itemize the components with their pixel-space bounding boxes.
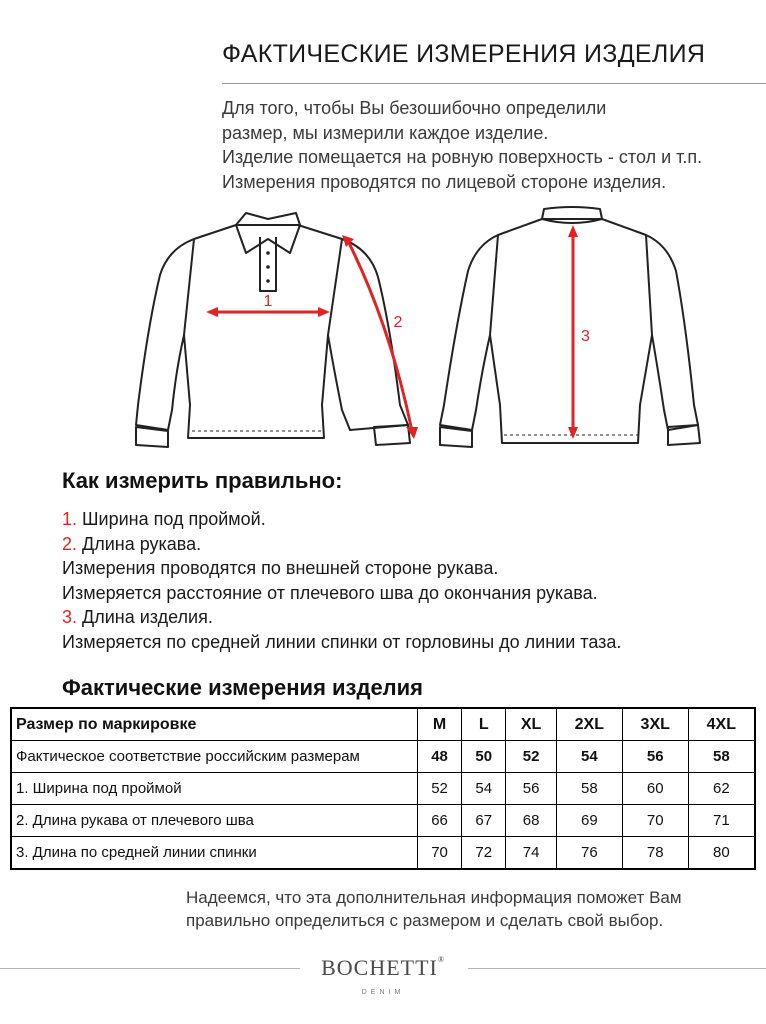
shirt-back-diagram: [432, 205, 712, 455]
shirt-back-body: [440, 219, 698, 443]
button: [266, 265, 270, 269]
size-header-cell: 4XL: [688, 708, 755, 741]
table-cell: 56: [622, 741, 688, 773]
size-header-cell: 2XL: [556, 708, 622, 741]
closing-line: правильно определиться с размером и сделать свой выбор.: [186, 911, 664, 930]
table-cell: 48: [418, 741, 462, 773]
button: [266, 279, 270, 283]
howto-text: Измеряется по средней линии спинки от горловины до линии таза.: [62, 631, 622, 652]
table-cell: 58: [688, 741, 755, 773]
closing-text: [186, 886, 682, 932]
table-cell: 72: [462, 837, 506, 870]
table-cell: 58: [556, 773, 622, 805]
table-header-label: Размер по маркировке: [11, 708, 418, 741]
table-row: [11, 805, 755, 837]
howto-item: [62, 605, 621, 630]
howto-item: [62, 556, 621, 581]
table-cell: 76: [556, 837, 622, 870]
howto-item: [62, 581, 621, 606]
table-cell: 70: [622, 805, 688, 837]
brand-logo: [304, 955, 462, 981]
footer-divider-left: [0, 968, 300, 969]
howto-number: 3.: [62, 607, 78, 627]
brand-subtitle: DENIM: [361, 989, 405, 996]
table-cell: 60: [622, 773, 688, 805]
shirt-front-diagram: [128, 205, 418, 455]
table-cell: 56: [506, 773, 557, 805]
howto-text: Измеряется расстояние от плечевого шва до окончания рукава.: [62, 582, 598, 603]
table-cell: 80: [688, 837, 755, 870]
howto-text: Измерения проводятся по внешней стороне рукава.: [62, 558, 499, 578]
shirt-front-collar: [236, 213, 300, 253]
size-header-cell: XL: [506, 708, 557, 741]
intro-line: Измерения проводятся по лицевой стороне изделия.: [222, 171, 667, 192]
intro-line: размер, мы измерили каждое изделие.: [222, 122, 549, 143]
size-header-cell: M: [418, 708, 462, 741]
row-label: 1. Ширина под проймой: [11, 773, 418, 805]
howto-item: [62, 532, 621, 557]
table-cell: 69: [556, 805, 622, 837]
registered-mark: ®: [437, 955, 445, 964]
title-divider: [222, 83, 766, 84]
row-label: 3. Длина по средней линии спинки: [11, 837, 418, 870]
size-table: [10, 707, 756, 870]
howto-heading: Как измерить правильно:: [62, 468, 343, 493]
table-cell: 52: [506, 741, 557, 773]
size-header-cell: 3XL: [622, 708, 688, 741]
table-row: [11, 741, 755, 773]
howto-number: 1.: [62, 509, 78, 529]
intro-line: Изделие помещается на ровную поверхность - стол и т.п.: [222, 147, 703, 167]
brand-name: BOCHETTI: [321, 955, 438, 980]
intro-text: [222, 96, 702, 194]
table-cell: 54: [556, 741, 622, 773]
table-header-row: [11, 708, 755, 741]
table-cell: 62: [688, 773, 755, 805]
button: [266, 251, 270, 255]
howto-text: Длина изделия.: [77, 607, 213, 627]
diagram-label-1: 1: [263, 293, 273, 310]
intro-line: Для того, чтобы Вы безошибочно определили: [222, 98, 607, 118]
size-header-cell: L: [462, 708, 506, 741]
diagram-label-2: 2: [393, 314, 403, 331]
howto-item: [62, 507, 621, 532]
shirt-front-placket: [260, 237, 276, 291]
howto-list: [62, 507, 621, 654]
shirt-back-collar: [542, 207, 602, 223]
page-title: ФАКТИЧЕСКИЕ ИЗМЕРЕНИЯ ИЗДЕЛИЯ: [222, 40, 706, 68]
shirt-front-body: [136, 225, 408, 438]
diagram-label-3: 3: [581, 328, 590, 345]
table-cell: 67: [462, 805, 506, 837]
table-cell: 71: [688, 805, 755, 837]
howto-number: 2.: [62, 533, 78, 554]
sleeve-measure-arrow: [348, 241, 412, 431]
row-label: Фактическое соответствие российским размерам: [11, 741, 418, 773]
table-cell: 50: [462, 741, 506, 773]
table-heading: Фактические измерения изделия: [62, 675, 424, 700]
table-cell: 70: [418, 837, 462, 870]
table-cell: 52: [418, 773, 462, 805]
howto-text: Длина рукава.: [77, 533, 202, 554]
howto-item: [62, 630, 621, 655]
row-label: 2. Длина рукава от плечевого шва: [11, 805, 418, 837]
table-cell: 66: [418, 805, 462, 837]
footer-divider-right: [468, 968, 766, 969]
table-row: [11, 773, 755, 805]
table-cell: 68: [506, 805, 557, 837]
howto-text: Ширина под проймой.: [77, 509, 266, 529]
closing-line: Надеемся, что эта дополнительная информация поможет Вам: [186, 888, 682, 907]
table-cell: 78: [622, 837, 688, 870]
table-cell: 74: [506, 837, 557, 870]
table-row: [11, 837, 755, 870]
table-cell: 54: [462, 773, 506, 805]
